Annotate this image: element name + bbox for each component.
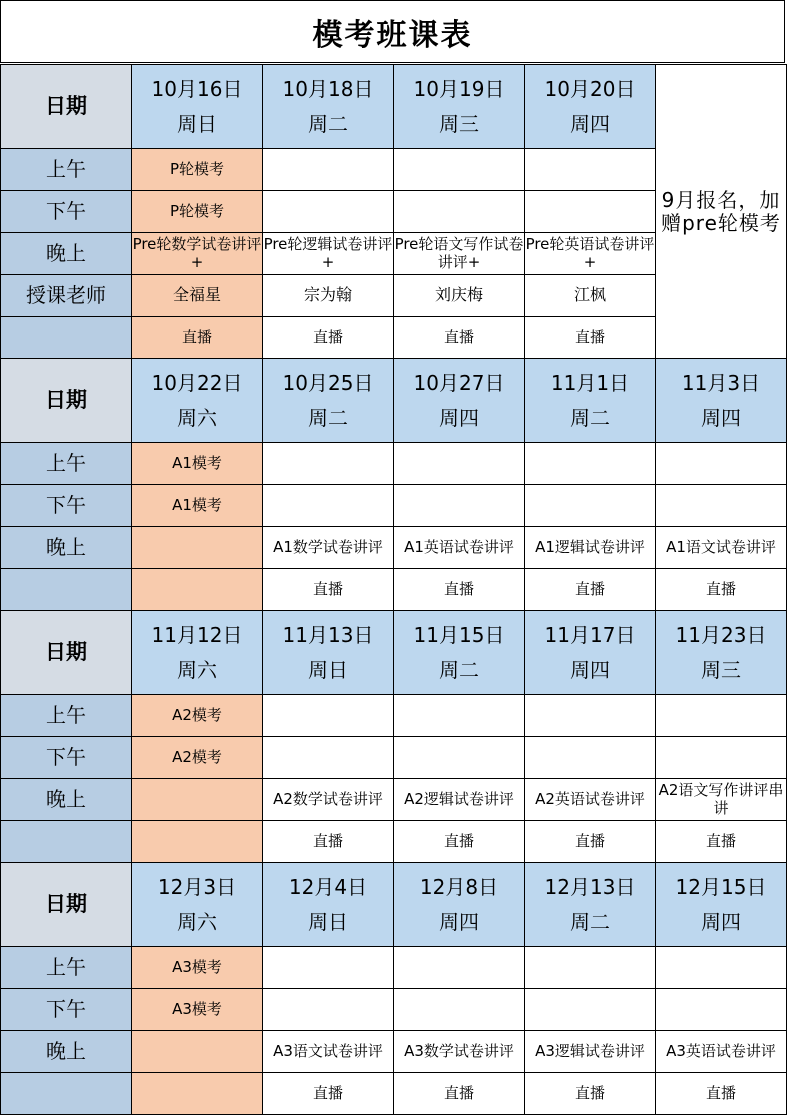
mode-cell: 直播: [656, 821, 787, 863]
date-cell: 12月4日 周日: [263, 863, 394, 947]
date-row: [1, 611, 787, 695]
mode-cell: 直播: [263, 821, 394, 863]
session-cell: [263, 149, 394, 191]
date-cell: 12月3日 周六: [132, 863, 263, 947]
mode-cell: 直播: [525, 821, 656, 863]
mode-cell: 直播: [263, 317, 394, 359]
afternoon-label: 下午: [1, 191, 132, 233]
session-cell: [263, 485, 394, 527]
mode-cell: 直播: [263, 569, 394, 611]
session-cell: [525, 947, 656, 989]
mode-cell: 直播: [525, 1073, 656, 1115]
date-cell: 12月15日 周四: [656, 863, 787, 947]
session-cell: [394, 443, 525, 485]
date-cell: 11月12日 周六: [132, 611, 263, 695]
mode-cell: 直播: [132, 317, 263, 359]
session-cell: Pre轮语文写作试卷讲评+: [394, 233, 525, 275]
date-cell: 10月19日 周三: [394, 65, 525, 149]
date-label: 日期: [1, 65, 132, 149]
session-cell: [394, 737, 525, 779]
mode-label-empty: [1, 1073, 132, 1115]
morning-label: 上午: [1, 149, 132, 191]
session-cell: A2模考: [132, 695, 263, 737]
mode-cell: [132, 569, 263, 611]
session-cell: [525, 737, 656, 779]
session-cell: [263, 947, 394, 989]
evening-label: 晚上: [1, 1031, 132, 1073]
session-cell: [525, 443, 656, 485]
date-cell: 11月3日 周四: [656, 359, 787, 443]
evening-label: 晚上: [1, 779, 132, 821]
morning-label: 上午: [1, 695, 132, 737]
mode-cell: 直播: [656, 569, 787, 611]
session-cell: A2英语试卷讲评: [525, 779, 656, 821]
session-cell: [394, 989, 525, 1031]
evening-row: [1, 1031, 787, 1073]
date-cell: 12月13日 周二: [525, 863, 656, 947]
evening-label: 晚上: [1, 233, 132, 275]
session-cell: [132, 527, 263, 569]
date-cell: 10月25日 周二: [263, 359, 394, 443]
evening-row: [1, 527, 787, 569]
session-cell: [656, 737, 787, 779]
mode-row: [1, 1073, 787, 1115]
mode-cell: 直播: [525, 569, 656, 611]
mode-cell: 直播: [394, 1073, 525, 1115]
afternoon-label: 下午: [1, 989, 132, 1031]
afternoon-row: [1, 737, 787, 779]
session-cell: [394, 149, 525, 191]
date-cell: 11月23日 周三: [656, 611, 787, 695]
mode-cell: [132, 1073, 263, 1115]
schedule-table: [0, 64, 787, 1115]
session-cell: A3模考: [132, 989, 263, 1031]
date-cell: 10月18日 周二: [263, 65, 394, 149]
mode-label-empty: [1, 317, 132, 359]
session-cell: A1模考: [132, 443, 263, 485]
mode-cell: 直播: [656, 1073, 787, 1115]
mode-row: [1, 821, 787, 863]
date-cell: 11月15日 周二: [394, 611, 525, 695]
session-cell: [525, 695, 656, 737]
date-label: 日期: [1, 611, 132, 695]
date-label: 日期: [1, 359, 132, 443]
afternoon-row: [1, 485, 787, 527]
session-cell: [263, 737, 394, 779]
afternoon-label: 下午: [1, 737, 132, 779]
session-cell: [132, 1031, 263, 1073]
teacher-label: 授课老师: [1, 275, 132, 317]
session-cell: [394, 695, 525, 737]
date-row: [1, 863, 787, 947]
morning-row: [1, 443, 787, 485]
morning-row: [1, 947, 787, 989]
page-title: 模考班课表: [0, 0, 785, 63]
session-cell: P轮模考: [132, 191, 263, 233]
session-cell: [525, 149, 656, 191]
session-cell: A3逻辑试卷讲评: [525, 1031, 656, 1073]
session-cell: [132, 779, 263, 821]
session-cell: A3语文试卷讲评: [263, 1031, 394, 1073]
session-cell: [394, 191, 525, 233]
session-cell: A1英语试卷讲评: [394, 527, 525, 569]
date-cell: 10月16日 周日: [132, 65, 263, 149]
session-cell: A3模考: [132, 947, 263, 989]
session-cell: A3英语试卷讲评: [656, 1031, 787, 1073]
session-cell: [656, 443, 787, 485]
session-cell: [263, 989, 394, 1031]
evening-label: 晚上: [1, 527, 132, 569]
session-cell: [263, 191, 394, 233]
date-cell: 10月20日 周四: [525, 65, 656, 149]
date-cell: 12月8日 周四: [394, 863, 525, 947]
morning-label: 上午: [1, 443, 132, 485]
session-cell: [656, 947, 787, 989]
mode-cell: 直播: [394, 317, 525, 359]
session-cell: A1数学试卷讲评: [263, 527, 394, 569]
date-cell: 11月1日 周二: [525, 359, 656, 443]
teacher-cell: 刘庆梅: [394, 275, 525, 317]
afternoon-row: [1, 989, 787, 1031]
date-cell: 10月27日 周四: [394, 359, 525, 443]
session-cell: A2数学试卷讲评: [263, 779, 394, 821]
morning-row: [1, 695, 787, 737]
session-cell: A2模考: [132, 737, 263, 779]
date-cell: 10月22日 周六: [132, 359, 263, 443]
session-cell: [525, 989, 656, 1031]
session-cell: [263, 443, 394, 485]
registration-note: 9月报名，加赠pre轮模考: [656, 65, 787, 359]
afternoon-label: 下午: [1, 485, 132, 527]
date-row: [1, 65, 787, 149]
mode-cell: 直播: [394, 569, 525, 611]
mode-cell: 直播: [394, 821, 525, 863]
session-cell: Pre轮数学试卷讲评+: [132, 233, 263, 275]
session-cell: [656, 485, 787, 527]
teacher-cell: 全福星: [132, 275, 263, 317]
session-cell: Pre轮英语试卷讲评+: [525, 233, 656, 275]
morning-label: 上午: [1, 947, 132, 989]
session-cell: A2逻辑试卷讲评: [394, 779, 525, 821]
session-cell: A1语文试卷讲评: [656, 527, 787, 569]
session-cell: [656, 989, 787, 1031]
session-cell: A1逻辑试卷讲评: [525, 527, 656, 569]
session-cell: A2语文写作讲评串讲: [656, 779, 787, 821]
session-cell: [525, 191, 656, 233]
teacher-cell: 江枫: [525, 275, 656, 317]
mode-label-empty: [1, 569, 132, 611]
teacher-cell: 宗为翰: [263, 275, 394, 317]
session-cell: [394, 947, 525, 989]
mode-label-empty: [1, 821, 132, 863]
mode-row: [1, 569, 787, 611]
session-cell: Pre轮逻辑试卷讲评+: [263, 233, 394, 275]
date-label: 日期: [1, 863, 132, 947]
date-row: [1, 359, 787, 443]
date-cell: 11月13日 周日: [263, 611, 394, 695]
session-cell: P轮模考: [132, 149, 263, 191]
session-cell: A1模考: [132, 485, 263, 527]
session-cell: [263, 695, 394, 737]
mode-cell: [132, 821, 263, 863]
session-cell: A3数学试卷讲评: [394, 1031, 525, 1073]
evening-row: [1, 779, 787, 821]
mode-cell: 直播: [525, 317, 656, 359]
session-cell: [394, 485, 525, 527]
mode-cell: 直播: [263, 1073, 394, 1115]
session-cell: [525, 485, 656, 527]
date-cell: 11月17日 周四: [525, 611, 656, 695]
session-cell: [656, 695, 787, 737]
